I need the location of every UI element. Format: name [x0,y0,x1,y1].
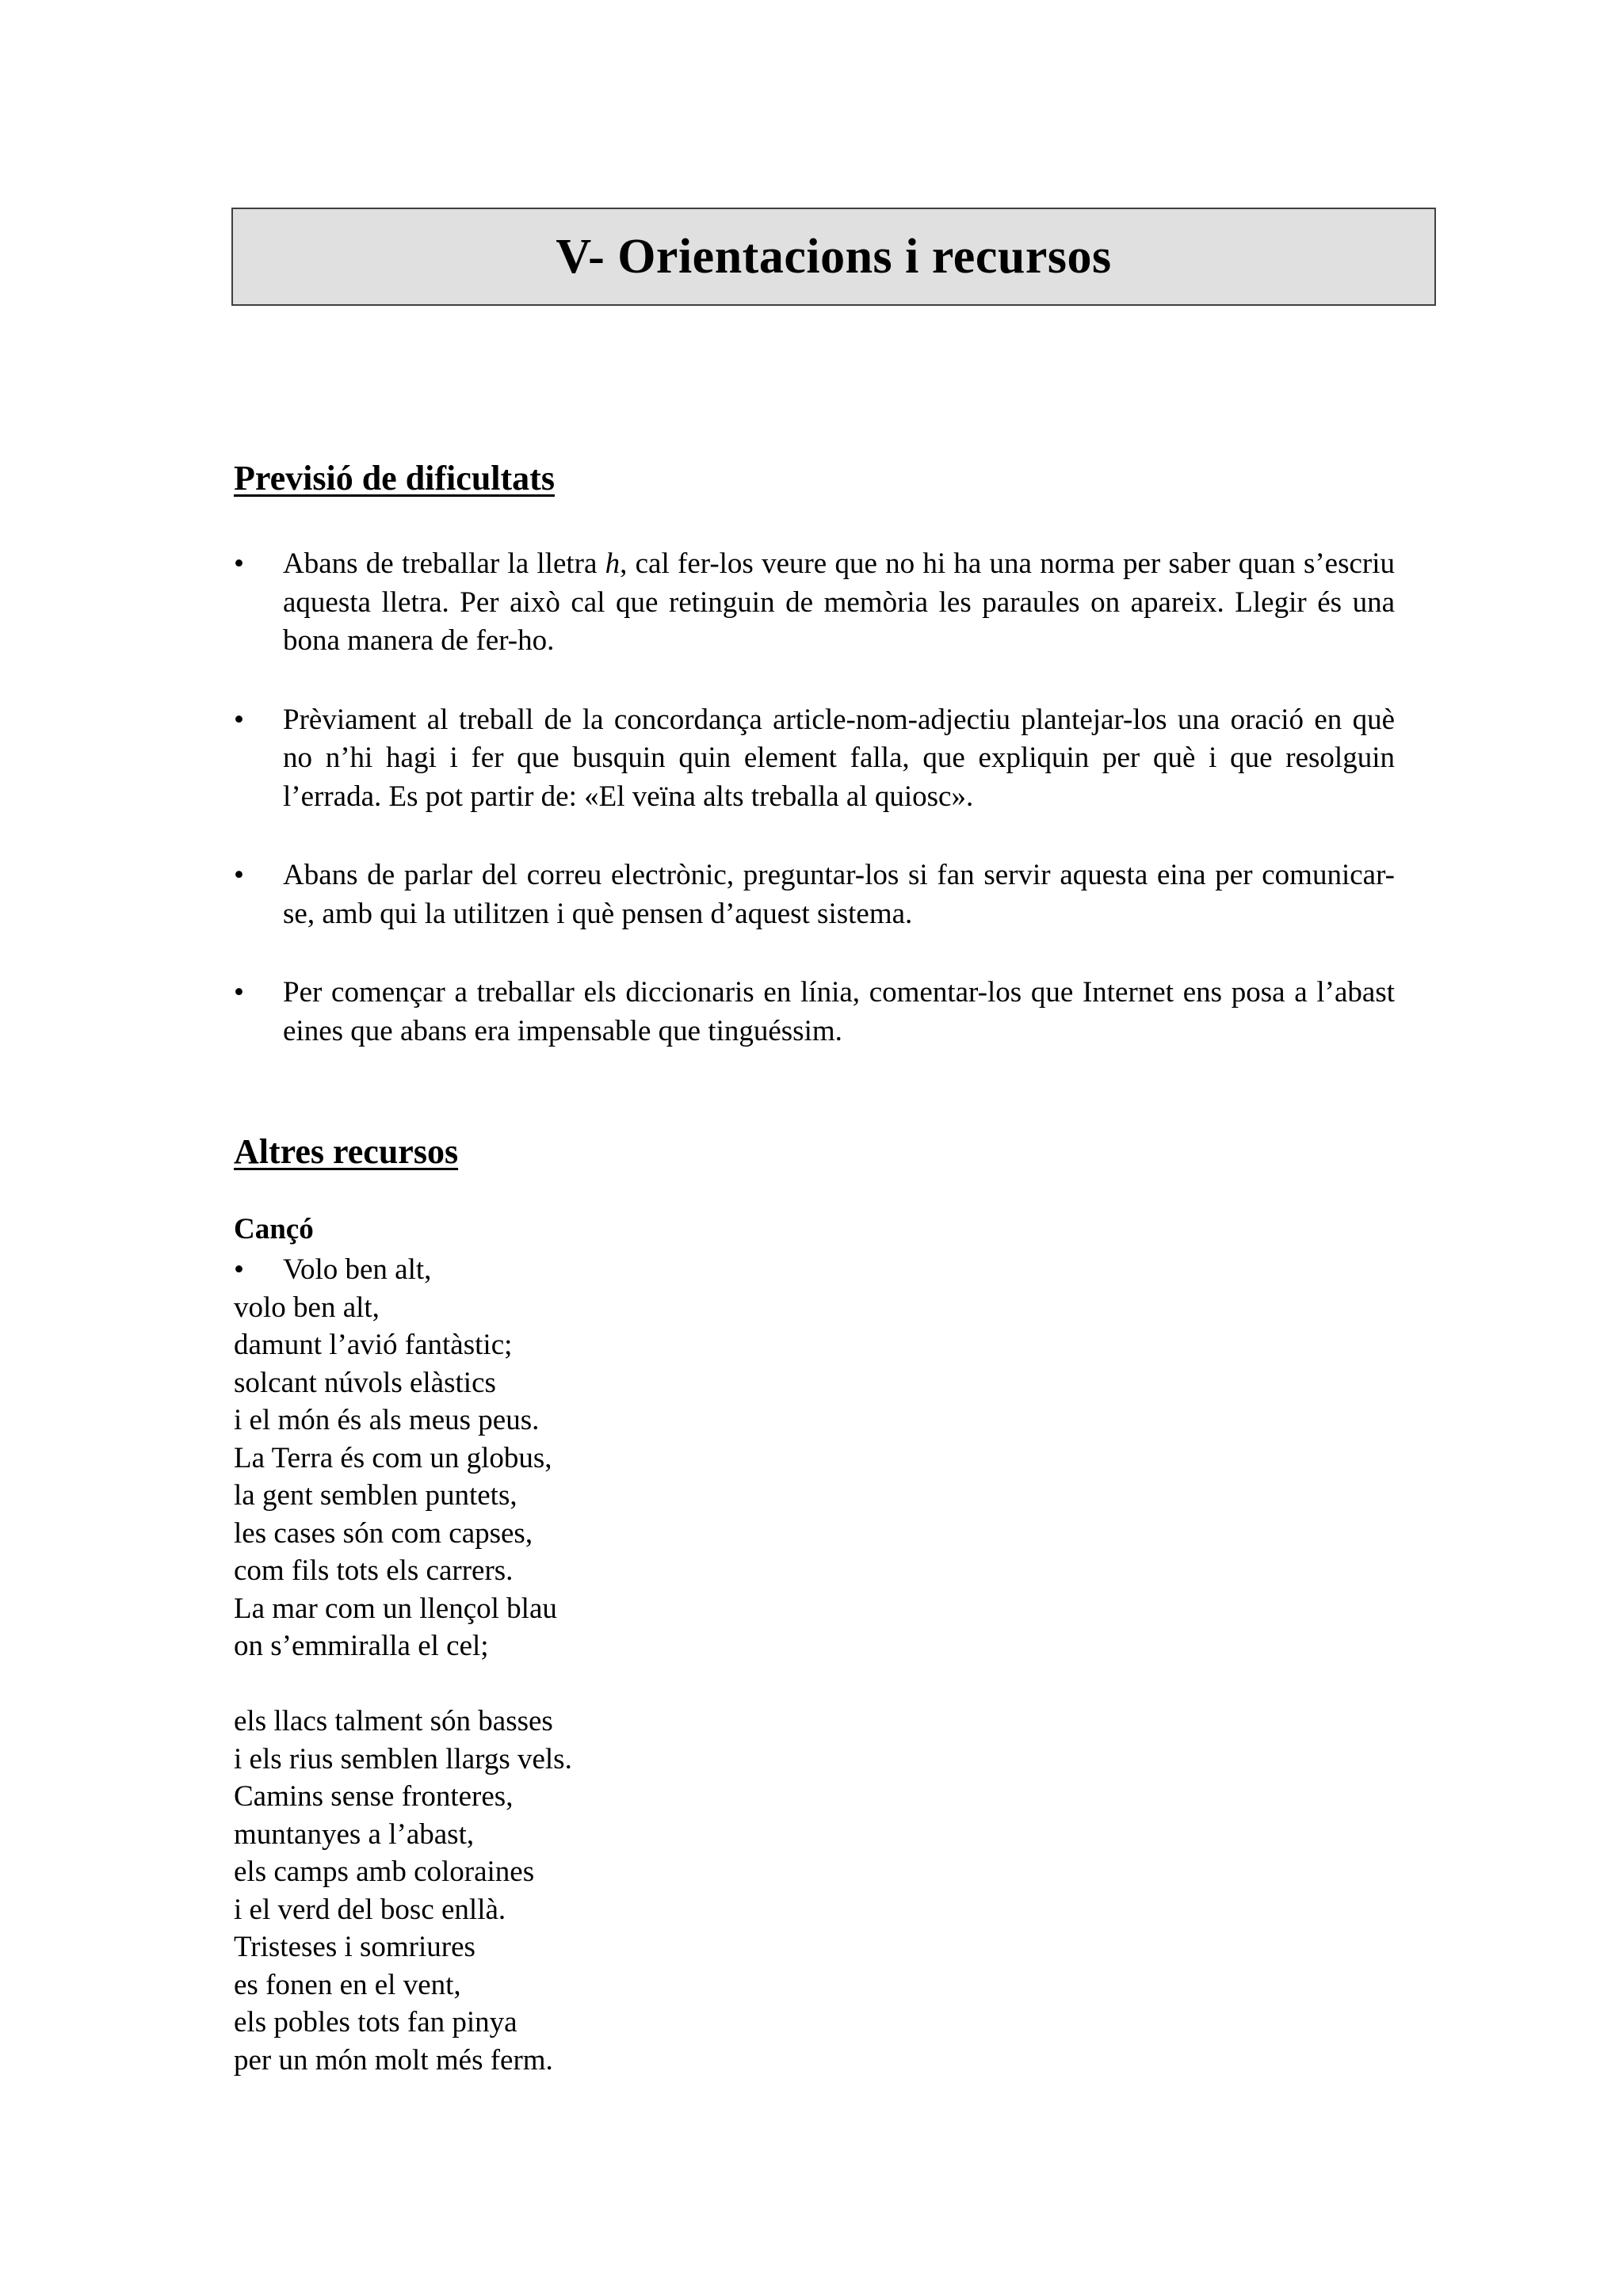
bullet-icon: • [234,976,244,1009]
song-line: Camins sense fronteres, [234,1780,514,1813]
list-item [234,545,1395,661]
title-box [231,208,1436,306]
song-line: on s’emmiralla el cel; [234,1630,489,1662]
song-title: Cançó [234,1213,314,1245]
bullet-icon: • [234,703,244,736]
song-line: els pobles tots fan pinya [234,2006,517,2039]
song-line [234,1251,572,1289]
list-item [234,856,1395,933]
song-line: muntanyes a l’abast, [234,1817,475,1851]
song-line: i el món és als meus peus. [234,1404,540,1436]
bullet-icon: • [234,859,244,891]
section-heading-altres-recursos: Altres recursos [234,1132,459,1171]
song-lyrics [234,1251,572,2079]
page-title: V- Orientacions i recursos [556,229,1112,284]
list-item [234,974,1395,1051]
song-line: els llacs talment són basses [234,1705,553,1737]
song-line: Tristeses i somriures [234,1931,475,1963]
song-line: La mar com un llençol blau [234,1592,557,1625]
list-item-text: Prèviament al treball de la concordança article-nom-adjectiu plantejar-los una oració en què no n’hi hagi i fer que busquin quin element falla, que expliquin per què i que resolguin l’errada. Es pot partir de: «El veïna alts treballa al quiosc». [283,703,1395,813]
song-line: es fonen en el vent, [234,1968,461,2001]
bullet-icon: • [234,1253,244,1286]
list-item-text: Per començar a treballar els diccionaris en línia, comentar-los que Internet ens posa a l’abast eines que abans era impensable que tinguéssim. [283,976,1395,1047]
list-item-text-start: Abans de treballar la lletra [283,547,605,580]
song-line: volo ben alt, [234,1291,380,1324]
song-line: la gent semblen puntets, [234,1479,517,1512]
list-item-text-end: , cal fer-los veure que no hi ha una norma per saber quan s’escriu aquesta lletra. Per això cal que retinguin de memòria les paraules on apareix. Llegir és una bona manera de fer-ho. [283,547,1396,657]
song-line-text: Volo ben alt, [283,1253,432,1286]
stanza-break [234,1665,572,1703]
song-line: per un món molt més ferm. [234,2043,553,2077]
bullet-icon: • [234,547,244,580]
song-line: com fils tots els carrers. [234,1554,514,1587]
song-line: i els rius semblen llargs vels. [234,1742,572,1775]
difficulties-list [234,545,1395,1091]
song-line: les cases són com capses, [234,1516,533,1550]
song-line: La Terra és com un globus, [234,1441,552,1474]
song-line: solcant núvols elàstics [234,1366,496,1399]
song-line: els camps amb coloraines [234,1855,535,1888]
list-item-italic-letter: h [605,547,621,580]
song-line: damunt l’avió fantàstic; [234,1329,513,1361]
section-heading-previsio: Previsió de dificultats [234,459,555,498]
list-item-text: Abans de parlar del correu electrònic, preguntar-los si fan servir aquesta eina per comunicar-se, amb qui la utilitzen i què pensen d’aquest sistema. [283,859,1395,930]
list-item [234,701,1395,817]
song-line: i el verd del bosc enllà. [234,1893,506,1926]
